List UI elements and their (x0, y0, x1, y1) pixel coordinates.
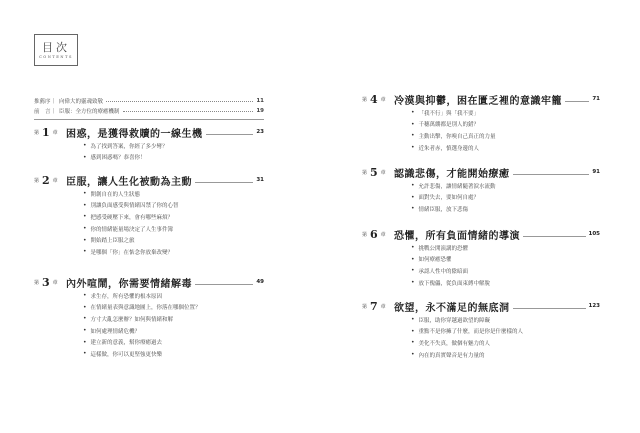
list-item[interactable]: • 臣服，助你穿越過欲望的障礙 (411, 314, 600, 326)
page-number: 11 (256, 98, 264, 104)
list-item[interactable]: • 感到困惑嗎？恭喜你！ (83, 152, 264, 164)
chapter-label: 第 6 章 (362, 227, 386, 241)
chapter-label: 第 7 章 (362, 299, 386, 313)
chapter-title: 欲望，永不滿足的無底洞 (394, 302, 510, 314)
section-list (34, 188, 264, 258)
list-item[interactable]: • 內在的真實聲音是有力量的 (411, 349, 600, 361)
chapter-label: 第 2 章 (34, 173, 58, 187)
dot-leader (123, 111, 254, 112)
preface-row[interactable] (34, 96, 264, 106)
list-item[interactable]: • 如何處理情緒危機？ (83, 325, 264, 337)
chapter-title: 內外喧鬧，你需要情緒解毒 (66, 278, 192, 290)
section-list (34, 290, 264, 360)
preface-text: 向偉大的靈魂致敬 (59, 99, 104, 105)
list-item[interactable]: • 主動出擊，你嗅自己真正的力量 (411, 130, 600, 142)
chapter-number: 7 (370, 299, 378, 313)
leader-line (513, 308, 586, 309)
list-item[interactable]: • 放下傀儡，從負面束縛中解脫 (411, 277, 600, 289)
dot-leader (106, 101, 253, 102)
list-item[interactable]: • 別讓負面感受與情緒囚禁了你的心智 (83, 200, 264, 212)
list-item[interactable]: • 求生存，所有恐懼的根本原因 (83, 290, 264, 302)
chapter-7 (362, 298, 600, 360)
list-item[interactable]: • 是哪個「你」在惦念你放棄改變？ (83, 246, 264, 258)
chapter-title: 冷漠與抑鬱，困在匱乏裡的意識牢籠 (394, 95, 562, 107)
list-item[interactable]: • 建立新的意義，幫你療癒過去 (83, 336, 264, 348)
list-item[interactable]: • 面對失去，要如何自處？ (411, 192, 600, 204)
section-list (34, 140, 264, 163)
list-item[interactable]: • 承認人性中的陰暗面 (411, 265, 600, 277)
list-item[interactable]: • 在情緒量表與意識地圖上，你落在哪個位置？ (83, 302, 264, 314)
chapter-heading[interactable] (34, 124, 264, 140)
chapter-label: 第 4 章 (362, 92, 386, 106)
chapter-label: 第 1 章 (34, 125, 58, 139)
leader-line (523, 236, 586, 237)
preface-block (34, 96, 264, 120)
page-number: 49 (256, 279, 264, 285)
list-item[interactable]: • 方寸大亂怎麼辦？如何與情緒和解 (83, 313, 264, 325)
chapter-3 (34, 274, 264, 360)
leader-line (513, 174, 590, 175)
chapter-number: 5 (370, 165, 378, 179)
leader-line (206, 134, 254, 135)
list-item[interactable]: • 近朱者赤，慎選身邊的人 (411, 142, 600, 154)
chapter-heading[interactable] (34, 172, 264, 188)
contents-subtitle: CONTENTS (39, 54, 73, 59)
list-item[interactable]: • 開始踏上臣服之旅 (83, 234, 264, 246)
section-list (362, 242, 600, 288)
contents-title: 目次 (42, 40, 70, 54)
chapter-title: 恐懼，所有負面情緒的導演 (394, 230, 520, 242)
chapter-1 (34, 124, 264, 163)
list-item[interactable]: • 重點不是你擁了什麼，而是你是什麼樣的人 (411, 326, 600, 338)
chapter-heading[interactable] (362, 91, 600, 107)
preface-text: 臣服：全方位的療癒機制 (59, 109, 120, 115)
list-item[interactable]: • 情緒臣服，放下悲傷 (411, 203, 600, 215)
page-number: 123 (588, 303, 600, 309)
section-list (362, 180, 600, 215)
chapter-6 (362, 226, 600, 288)
leader-line (195, 284, 253, 285)
section-list (362, 107, 600, 153)
preface-label: 推薦序｜ (34, 99, 57, 105)
chapter-4 (362, 91, 600, 153)
chapter-number: 4 (370, 92, 378, 106)
chapter-label: 第 3 章 (34, 275, 58, 289)
list-item[interactable]: • 開創自在的人生狀態 (83, 188, 264, 200)
chapter-title: 臣服，讓人生化被動為主動 (66, 176, 192, 188)
chapter-number: 6 (370, 227, 378, 241)
divider (34, 119, 264, 120)
list-item[interactable]: • 千穗萬縷都是別人的錯？ (411, 119, 600, 131)
page-number: 23 (256, 129, 264, 135)
contents-title-box (34, 34, 78, 66)
chapter-number: 1 (42, 125, 50, 139)
chapter-title: 認識悲傷，才能開始療癒 (394, 168, 510, 180)
list-item[interactable]: • 挑戰公開演講的恐懼 (411, 242, 600, 254)
list-item[interactable]: • 把感受硬壓下來，會有哪些麻煩？ (83, 211, 264, 223)
list-item[interactable]: • 你的情緒能量場決定了人生事件簿 (83, 223, 264, 235)
leader-line (195, 182, 253, 183)
chapter-number: 2 (42, 173, 50, 187)
list-item[interactable]: • 美化不失真，做個有魅力的人 (411, 337, 600, 349)
list-item[interactable]: • 允許悲傷，讓情緒隨著淚水流動 (411, 180, 600, 192)
chapter-heading[interactable] (362, 226, 600, 242)
list-item[interactable]: • 這樣做，你可以更堅強更快樂 (83, 348, 264, 360)
chapter-title: 困惑，是獲得救贖的一線生機 (66, 128, 203, 140)
chapter-5 (362, 164, 600, 215)
section-list (362, 314, 600, 360)
page-number: 19 (256, 108, 264, 114)
leader-line (565, 101, 589, 102)
chapter-heading[interactable] (34, 274, 264, 290)
chapter-label: 第 5 章 (362, 165, 386, 179)
page-number: 91 (592, 169, 600, 175)
list-item[interactable]: • 「我不行」與「我不要」 (411, 107, 600, 119)
list-item[interactable]: • 如何療癒恐懼 (411, 254, 600, 266)
page-number: 71 (592, 96, 600, 102)
list-item[interactable]: • 為了找到答案，你經了多少彎？ (83, 140, 264, 152)
chapter-2 (34, 172, 264, 258)
chapter-heading[interactable] (362, 164, 600, 180)
chapter-number: 3 (42, 275, 50, 289)
page-number: 105 (588, 231, 600, 237)
preface-label: 前 言｜ (34, 109, 57, 115)
chapter-heading[interactable] (362, 298, 600, 314)
preface-row[interactable] (34, 106, 264, 116)
page-number: 31 (256, 177, 264, 183)
